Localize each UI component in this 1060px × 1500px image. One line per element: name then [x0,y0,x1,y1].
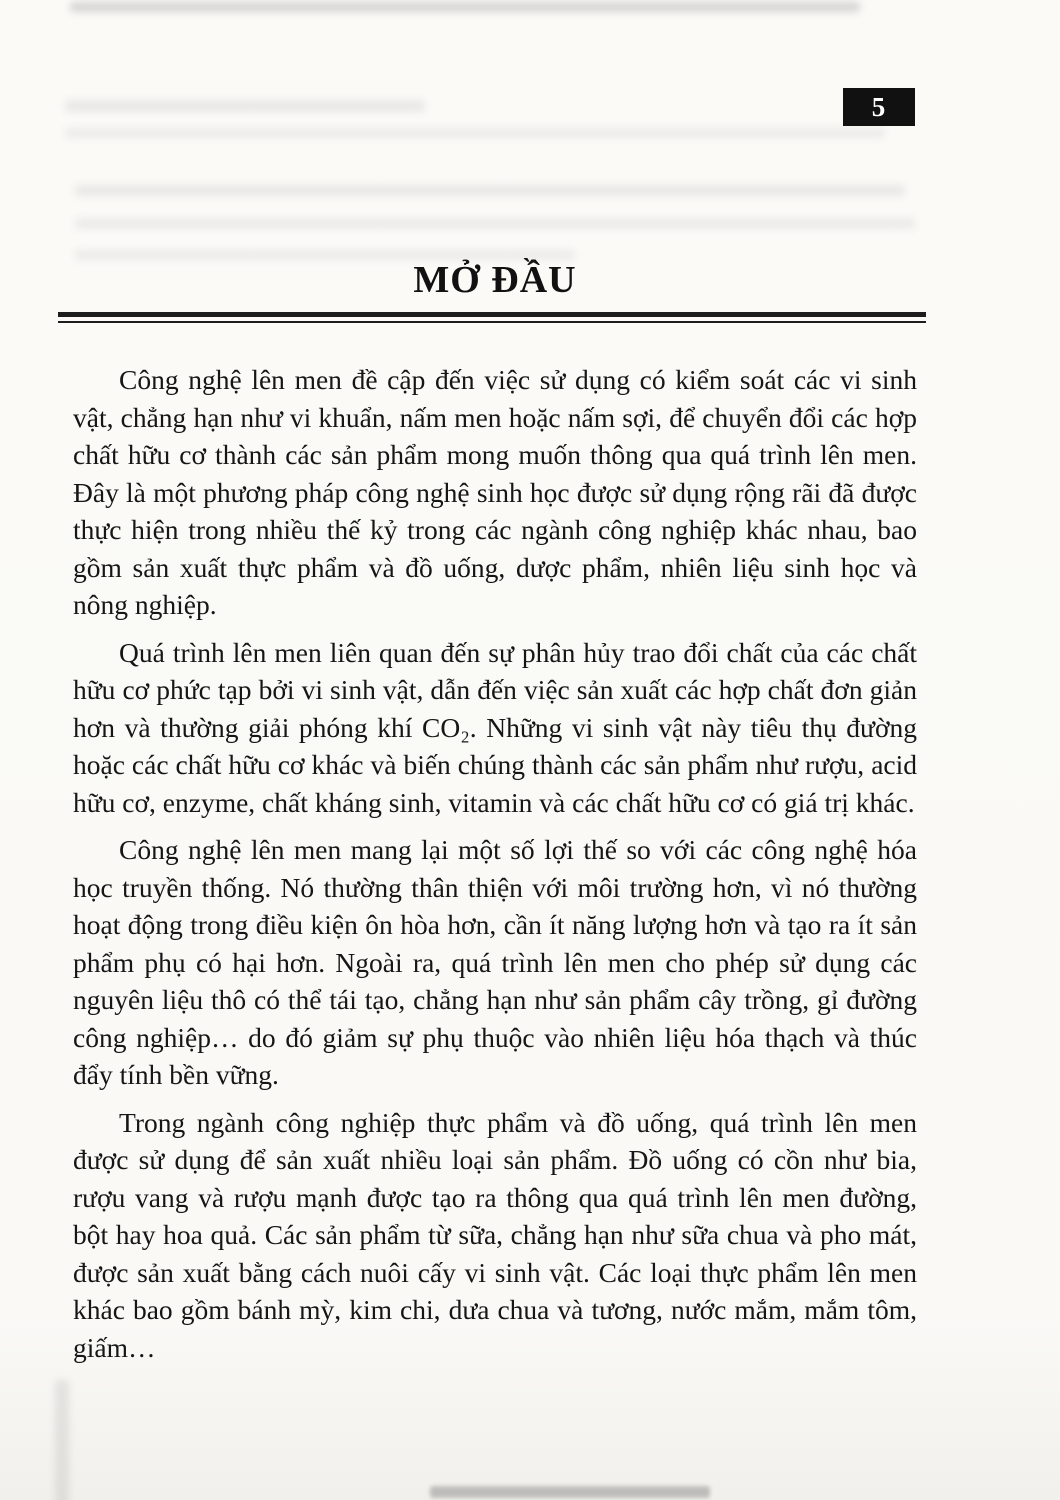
scan-bleedthrough-artifact [70,2,860,12]
scan-bleedthrough-artifact [75,185,905,196]
paragraph-2: Quá trình lên men liên quan đến sự phân hủy trao đổi chất của các chất hữu cơ phức tạp bởi vi sinh vật, dẫn đến việc sản xuất các hợp chất đơn giản hơn và thường giải phóng khí CO₂. Những vi sinh vật này tiêu thụ đường hoặc các chất hữu cơ khác và biến chúng thành các sản phẩm như rượu, acid hữu cơ, enzyme, chất kháng sinh, vitamin và các chất hữu cơ có giá trị khác. [73,636,917,818]
body-text [73,361,917,1366]
scan-bleedthrough-artifact [75,218,915,229]
paragraph-1: Công nghệ lên men đề cập đến việc sử dụng có kiểm soát các vi sinh vật, chẳng hạn như vi khuẩn, nấm men hoặc nấm sợi, để chuyển đổi các hợp chất hữu cơ thành các sản phẩm mong muốn thông qua quá trình lên men. Đây là một phương pháp công nghệ sinh học được sử dụng rộng rãi đã được thực hiện trong nhiều thế kỷ trong các ngành công nghiệp khác nhau, bao gồm sản xuất thực phẩm và đồ uống, dược phẩm, nhiên liệu sinh học và nông nghiệp. [73,364,917,620]
title-divider-rule [58,312,926,323]
scan-bleedthrough-artifact [430,1486,710,1498]
scan-bleedthrough-artifact [65,100,425,112]
paragraph-3: Công nghệ lên men mang lại một số lợi thế so với các công nghệ hóa học truyền thống. Nó thường thân thiện với môi trường hơn, vì nó thường hoạt động trong điều kiện ôn hòa hơn, cần ít năng lượng hơn và tạo ra ít sản phẩm phụ có hại hơn. Ngoài ra, quá trình lên men cho phép sử dụng các nguyên liệu thô có thể tái tạo, chẳng hạn như sản phẩm cây trồng, gỉ đường công nghiệp… do đó giảm sự phụ thuộc vào nhiên liệu hóa thạch và thúc đẩy tính bền vững. [73,834,917,1090]
chapter-title: MỞ ĐẦU [413,259,577,301]
scan-edge-shadow [55,1380,69,1500]
page-number-badge: 5 [843,88,915,126]
scan-bleedthrough-artifact [65,128,885,138]
paragraph-4: Trong ngành công nghiệp thực phẩm và đồ uống, quá trình lên men được sử dụng để sản xuất nhiều loại sản phẩm. Đồ uống có cồn như bia, rượu vang và rượu mạnh được tạo ra thông qua quá trình lên men đường, bột hay hoa quả. Các sản phẩm từ sữa, chẳng hạn như sữa chua và pho mát, được sản xuất bằng cách nuôi cấy vi sinh vật. Các loại thực phẩm lên men khác bao gồm bánh mỳ, kim chi, dưa chua và tương, nước mắm, mắm tôm, giấm… [73,1106,917,1363]
